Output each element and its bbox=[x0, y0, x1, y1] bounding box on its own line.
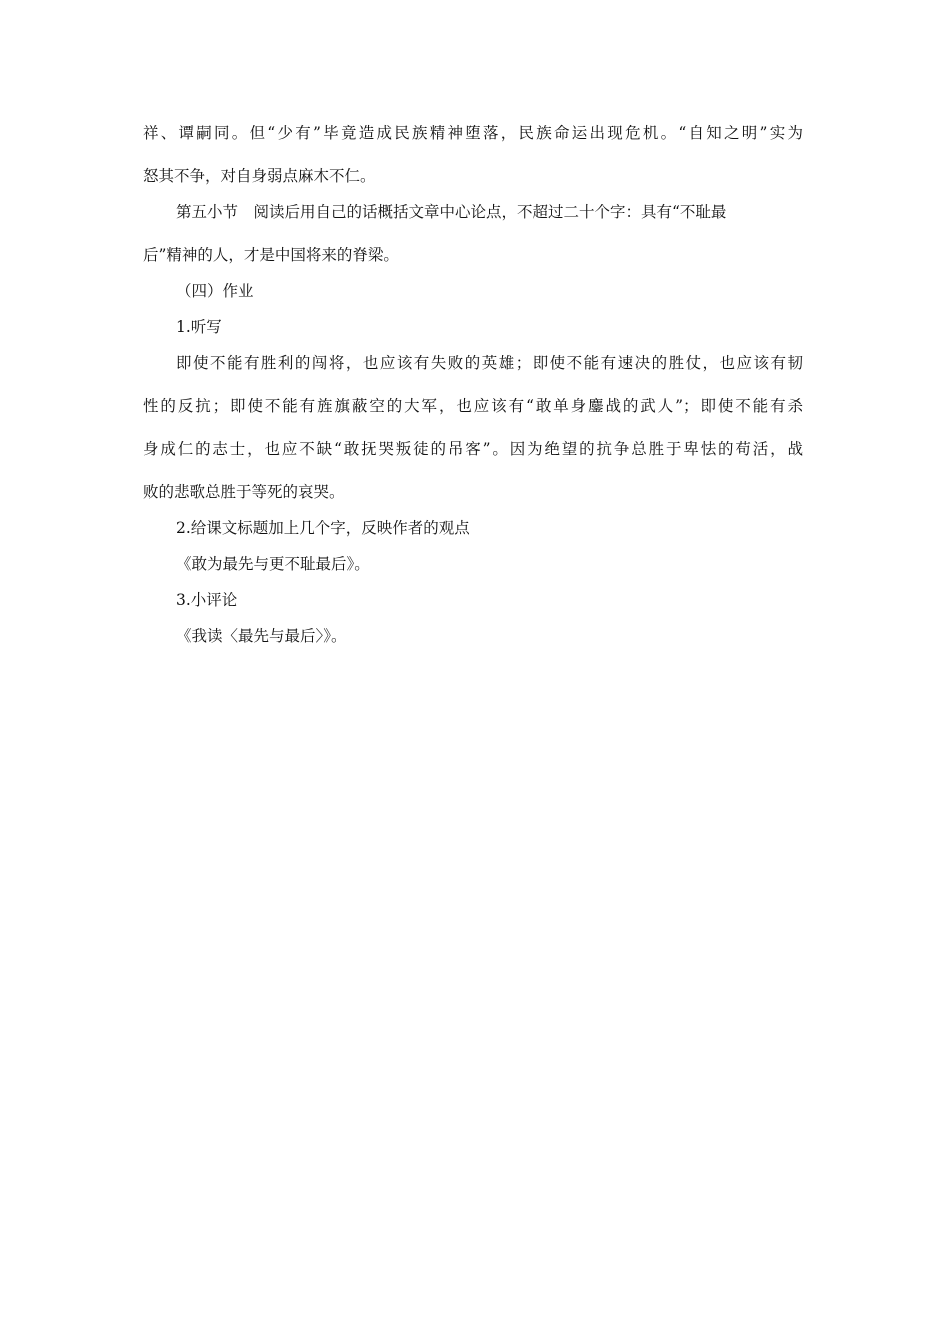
text-line: 《敢为最先与更不耻最后》。 bbox=[176, 555, 370, 573]
text-line: 即使不能有胜利的闯将，也应该有失败的英雄；即使不能有速决的胜仗，也应该有韧 bbox=[176, 354, 803, 372]
section-heading: （四）作业 bbox=[176, 282, 254, 300]
list-item: 3.小评论 bbox=[176, 591, 238, 609]
list-item: 1.听写 bbox=[176, 318, 222, 336]
text-line: 祥、谭嗣同。但“少有”毕竟造成民族精神堕落，民族命运出现危机。“自知之明”实为 bbox=[143, 124, 803, 142]
text-line: 后”精神的人，才是中国将来的脊梁。 bbox=[143, 246, 399, 264]
text-line: 《我读〈最先与最后〉》。 bbox=[176, 627, 347, 645]
text-line: 身成仁的志士，也应不缺“敢抚哭叛徒的吊客”。因为绝望的抗争总胜于卑怯的苟活，战 bbox=[143, 440, 803, 458]
text-line: 败的悲歌总胜于等死的哀哭。 bbox=[143, 483, 345, 501]
list-item: 2.给课文标题加上几个字，反映作者的观点 bbox=[176, 519, 470, 537]
document-body bbox=[143, 123, 803, 646]
text-line: 第五小节 阅读后用自己的话概括文章中心论点，不超过二十个字：具有“不耻最 bbox=[176, 203, 727, 221]
text-line: 怒其不争，对自身弱点麻木不仁。 bbox=[143, 167, 376, 185]
text-line: 性的反抗；即使不能有旌旗蔽空的大军，也应该有“敢单身鏖战的武人”；即使不能有杀 bbox=[143, 397, 803, 415]
